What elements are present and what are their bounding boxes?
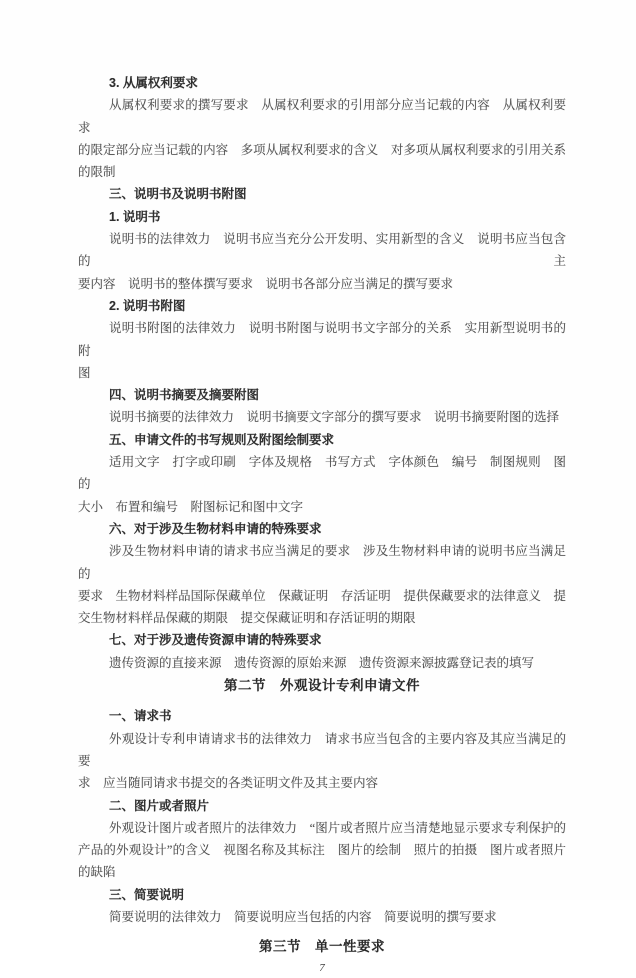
outline-entry: 外观设计专利申请请求书的法律效力 请求书应当包含的主要内容及其应当满足的要 <box>78 731 566 768</box>
outline-entry: 适用文字 打字或印刷 字体及规格 书写方式 字体颜色 编号 制图规则 图的 <box>78 455 566 492</box>
outline-heading: 六、对于涉及生物材料申请的特殊要求 <box>109 521 322 536</box>
outline-heading: 2. 说明书附图 <box>109 298 186 313</box>
outline-heading: 三、简要说明 <box>109 887 185 902</box>
outline-entry: 涉及生物材料申请的请求书应当满足的要求 涉及生物材料申请的说明书应当满足的 <box>78 544 566 581</box>
section-title: 第二节 外观设计专利申请文件 <box>224 678 420 694</box>
outline-entry: 说明书摘要的法律效力 说明书摘要文字部分的撰写要求 说明书摘要附图的选择 <box>109 410 560 425</box>
outline-entry: 遗传资源的直接来源 遗传资源的原始来源 遗传资源来源披露登记表的填写 <box>109 655 535 670</box>
outline-entry: 外观设计图片或者照片的法律效力 “图片或者照片应当清楚地显示要求专利保护的 <box>109 820 566 835</box>
outline-heading: 三、说明书及说明书附图 <box>109 187 247 202</box>
outline-heading: 一、请求书 <box>109 709 172 724</box>
outline-entry: 交生物材料样品保藏的期限 提交保藏证明和存活证明的期限 <box>78 611 416 626</box>
outline-heading: 七、对于涉及遗传资源申请的特殊要求 <box>109 633 322 648</box>
outline-entry: 的限制 <box>78 165 116 180</box>
outline-entry: 要内容 说明书的整体撰写要求 说明书各部分应当满足的撰写要求 <box>78 276 454 291</box>
outline-entry: 简要说明的法律效力 简要说明应当包括的内容 简要说明的撰写要求 <box>109 909 497 924</box>
outline-entry: 说明书附图的法律效力 说明书附图与说明书文字部分的关系 实用新型说明书的附 <box>78 321 566 358</box>
outline-heading: 3. 从属权利要求 <box>109 76 198 90</box>
outline-entry: 大小 布置和编号 附图标记和图中文字 <box>78 499 304 514</box>
outline-entry: 的限定部分应当记载的内容 多项从属权利要求的含义 对多项从属权利要求的引用关系 <box>78 142 566 157</box>
outline-entry: 的缺陷 <box>78 865 116 880</box>
outline-heading: 五、申请文件的书写规则及附图绘制要求 <box>109 432 335 447</box>
outline-entry: 求 应当随同请求书提交的各类证明文件及其主要内容 <box>78 776 379 791</box>
outline-entry: 要求 生物材料样品国际保藏单位 保藏证明 存活证明 提供保藏要求的法律意义 提 <box>78 588 566 603</box>
outline-entry: 产品的外观设计”的含义 视图名称及其标注 图片的绘制 照片的拍摄 图片或者照片 <box>78 843 566 858</box>
outline-entry: 从属权利要求的撰写要求 从属权利要求的引用部分应当记载的内容 从属权利要求 <box>78 98 566 135</box>
outline-heading: 四、说明书摘要及摘要附图 <box>109 388 260 403</box>
outline-heading: 1. 说明书 <box>109 209 161 224</box>
section-title: 第三节 单一性要求 <box>259 939 385 955</box>
outline-entry: 说明书的法律效力 说明书应当充分公开发明、实用新型的含义 说明书应当包含的主 <box>78 232 566 269</box>
outline-heading: 二、图片或者照片 <box>109 798 210 813</box>
page-number: 7 <box>319 961 325 974</box>
outline-entry: 图 <box>78 365 91 380</box>
document-content <box>78 72 566 978</box>
